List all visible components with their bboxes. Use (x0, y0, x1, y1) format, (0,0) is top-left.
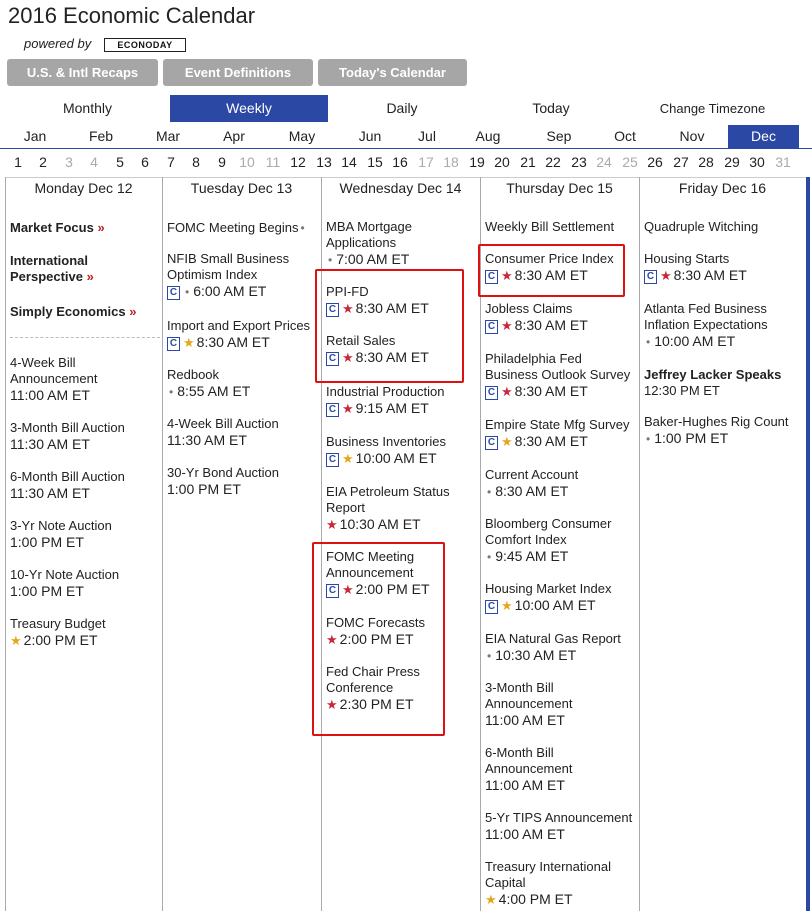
star-icon: ★ (342, 301, 354, 316)
event-item[interactable]: 6-Month Bill Auction 11:30 AM ET (10, 469, 125, 501)
event-item[interactable]: 3-Yr Note Auction 1:00 PM ET (10, 518, 112, 550)
event-item[interactable]: PPI-FD C ★ 8:30 AM ET (326, 284, 429, 316)
powered-by-label: powered by (24, 36, 92, 51)
day-3[interactable]: 3 (65, 154, 73, 170)
day-5[interactable]: 5 (116, 154, 124, 170)
star-icon: ★ (501, 268, 513, 283)
day-21[interactable]: 21 (520, 154, 536, 170)
day-13[interactable]: 13 (316, 154, 332, 170)
month-oct[interactable]: Oct (614, 128, 636, 144)
consensus-icon: C (485, 436, 498, 450)
star-icon: ★ (501, 384, 513, 399)
event-item[interactable]: 30-Yr Bond Auction 1:00 PM ET (167, 465, 280, 497)
event-item[interactable]: 3-Month Bill Announcement 11:00 AM ET (485, 680, 573, 728)
dot-icon: • (300, 221, 305, 235)
month-apr[interactable]: Apr (223, 128, 245, 144)
consensus-icon: C (485, 270, 498, 284)
event-item[interactable]: Consumer Price Index C ★ 8:30 AM ET (485, 251, 614, 283)
event-item[interactable]: 4-Week Bill Announcement 11:00 AM ET (10, 355, 98, 403)
month-feb[interactable]: Feb (88, 128, 114, 144)
event-item[interactable]: Empire State Mfg Survey C ★ 8:30 AM ET (485, 417, 630, 449)
day-31[interactable]: 31 (775, 154, 791, 170)
consensus-icon: C (485, 320, 498, 334)
event-item[interactable]: Jeffrey Lacker Speaks 12:30 PM ET (644, 367, 782, 398)
column-heading: Friday Dec 16 (678, 180, 767, 196)
event-item[interactable]: Current Account • 8:30 AM ET (485, 467, 579, 499)
day-19[interactable]: 19 (469, 154, 485, 170)
day-6[interactable]: 6 (141, 154, 149, 170)
day-25[interactable]: 25 (622, 154, 638, 170)
star-icon: ★ (501, 598, 513, 613)
day-17[interactable]: 17 (418, 154, 434, 170)
event-item[interactable]: FOMC Meeting Announcement C ★ 2:00 PM ET (326, 549, 430, 597)
day-23[interactable]: 23 (571, 154, 587, 170)
event-item[interactable]: Housing Market Index C ★ 10:00 AM ET (485, 581, 612, 613)
international-perspective-link[interactable]: International Perspective » (10, 253, 94, 284)
divider (10, 337, 160, 338)
month-underline (0, 148, 812, 149)
event-item[interactable]: Treasury Budget ★ 2:00 PM ET (10, 616, 106, 648)
market-focus-link[interactable]: Market Focus » (10, 220, 105, 235)
day-18[interactable]: 18 (443, 154, 459, 170)
econoday-logo[interactable]: ECONODAY (104, 38, 186, 52)
recaps-button[interactable]: U.S. & Intl Recaps (7, 59, 158, 86)
event-item[interactable]: Philadelphia Fed Business Outlook Survey C ★ 8:30 AM ET (485, 351, 631, 399)
month-sep[interactable]: Sep (546, 128, 572, 144)
event-item[interactable]: 4-Week Bill Auction 11:30 AM ET (167, 416, 279, 448)
event-item[interactable]: Quadruple Witching (644, 219, 759, 234)
day-column-tuesday (162, 177, 321, 911)
dot-icon: • (328, 253, 333, 267)
event-item[interactable]: Retail Sales C ★ 8:30 AM ET (326, 333, 429, 365)
event-item[interactable]: Atlanta Fed Business Inflation Expectations • 10:00 AM ET (644, 301, 768, 349)
consensus-icon: C (326, 303, 339, 317)
star-icon: ★ (326, 697, 338, 712)
event-item[interactable]: Fed Chair Press Conference ★ 2:30 PM ET (326, 664, 420, 712)
event-item[interactable]: FOMC Forecasts ★ 2:00 PM ET (326, 615, 425, 647)
consensus-icon: C (167, 337, 180, 351)
event-item[interactable]: Bloomberg Consumer Comfort Index • 9:45 AM ET (485, 516, 612, 564)
day-10[interactable]: 10 (239, 154, 255, 170)
day-column-thursday (480, 177, 639, 911)
star-icon: ★ (342, 451, 354, 466)
day-29[interactable]: 29 (724, 154, 740, 170)
star-icon: ★ (485, 892, 497, 907)
day-9[interactable]: 9 (218, 154, 226, 170)
event-item[interactable]: FOMC Meeting Begins • (167, 220, 305, 235)
day-14[interactable]: 14 (341, 154, 357, 170)
day-1[interactable]: 1 (14, 154, 22, 170)
consensus-icon: C (326, 403, 339, 417)
day-column-wednesday (321, 177, 480, 911)
day-27[interactable]: 27 (673, 154, 689, 170)
column-heading: Tuesday Dec 13 (190, 180, 293, 196)
day-2[interactable]: 2 (39, 154, 47, 170)
event-item[interactable]: Weekly Bill Settlement (485, 219, 615, 234)
star-icon: ★ (660, 268, 672, 283)
consensus-icon: C (644, 270, 657, 284)
star-icon: ★ (183, 335, 195, 350)
event-item[interactable]: 6-Month Bill Announcement 11:00 AM ET (485, 745, 573, 793)
day-15[interactable]: 15 (367, 154, 383, 170)
tab-weekly[interactable]: Weekly (170, 95, 328, 122)
event-item[interactable]: Treasury International Capital ★ 4:00 PM ET (485, 859, 611, 907)
day-30[interactable]: 30 (749, 154, 765, 170)
consensus-icon: C (485, 600, 498, 614)
event-item[interactable]: NFIB Small Business Optimism Index C • 6:00 AM ET (167, 251, 290, 299)
event-item[interactable]: Industrial Production C ★ 9:15 AM ET (326, 384, 445, 416)
event-item[interactable]: Import and Export Prices C ★ 8:30 AM ET (167, 318, 311, 350)
dot-icon: • (487, 550, 492, 564)
tab-today[interactable]: Today (532, 100, 570, 116)
event-item[interactable]: Jobless Claims C ★ 8:30 AM ET (485, 301, 588, 333)
month-jan[interactable]: Jan (23, 128, 47, 144)
day-24[interactable]: 24 (596, 154, 612, 170)
star-icon: ★ (326, 517, 338, 532)
month-aug[interactable]: Aug (475, 128, 501, 144)
consensus-icon: C (167, 286, 180, 300)
event-item[interactable]: Business Inventories C ★ 10:00 AM ET (326, 434, 446, 466)
day-12[interactable]: 12 (290, 154, 306, 170)
star-icon: ★ (326, 632, 338, 647)
star-icon: ★ (501, 434, 513, 449)
day-20[interactable]: 20 (494, 154, 510, 170)
month-nov[interactable]: Nov (679, 128, 705, 144)
month-jun[interactable]: Jun (358, 128, 382, 144)
day-16[interactable]: 16 (392, 154, 408, 170)
star-icon: ★ (10, 633, 22, 648)
star-icon: ★ (342, 401, 354, 416)
dot-icon: • (646, 335, 651, 349)
consensus-icon: C (485, 386, 498, 400)
event-item[interactable]: 3-Month Bill Auction 11:30 AM ET (10, 420, 125, 452)
consensus-icon: C (326, 584, 339, 598)
month-jul[interactable]: Jul (418, 128, 436, 144)
tab-daily[interactable]: Daily (386, 100, 418, 116)
arrow-icon: » (97, 220, 105, 235)
event-item[interactable]: Baker-Hughes Rig Count • 1:00 PM ET (644, 414, 789, 446)
month-may[interactable]: May (288, 128, 316, 144)
day-column-monday (5, 177, 162, 911)
consensus-icon: C (326, 453, 339, 467)
column-heading: Monday Dec 12 (34, 180, 133, 196)
event-item[interactable]: 5-Yr TIPS Announcement 11:00 AM ET (485, 810, 633, 842)
dot-icon: • (185, 285, 190, 299)
dot-icon: • (646, 432, 651, 446)
event-definitions-button[interactable]: Event Definitions (163, 59, 313, 86)
star-icon: ★ (342, 350, 354, 365)
dot-icon: • (169, 385, 174, 399)
column-heading: Wednesday Dec 14 (339, 180, 462, 196)
simply-economics-link[interactable]: Simply Economics » (10, 304, 137, 319)
month-dec[interactable]: Dec (728, 125, 799, 148)
page-title: 2016 Economic Calendar (8, 3, 256, 28)
event-item[interactable]: EIA Petroleum Status Report ★ 10:30 AM ET (326, 484, 450, 532)
month-mar[interactable]: Mar (155, 128, 181, 144)
event-item[interactable]: Redbook • 8:55 AM ET (167, 367, 251, 399)
event-item[interactable]: 10-Yr Note Auction 1:00 PM ET (10, 567, 120, 599)
event-item[interactable]: MBA Mortgage Applications • 7:00 AM ET (326, 219, 412, 267)
day-column-friday (639, 177, 806, 911)
dot-icon: • (487, 485, 492, 499)
consensus-icon: C (326, 352, 339, 366)
change-timezone-link[interactable]: Change Timezone (659, 101, 766, 116)
day-26[interactable]: 26 (647, 154, 663, 170)
dot-icon: • (487, 649, 492, 663)
star-icon: ★ (342, 582, 354, 597)
arrow-icon: » (86, 269, 94, 284)
tab-monthly[interactable]: Monthly (62, 100, 113, 116)
star-icon: ★ (501, 318, 513, 333)
day-22[interactable]: 22 (545, 154, 561, 170)
page-edge-bar (806, 177, 810, 911)
day-8[interactable]: 8 (192, 154, 200, 170)
day-11[interactable]: 11 (265, 154, 281, 170)
column-heading: Thursday Dec 15 (506, 180, 613, 196)
arrow-icon: » (129, 304, 137, 319)
day-4[interactable]: 4 (90, 154, 98, 170)
event-item[interactable]: EIA Natural Gas Report • 10:30 AM ET (485, 631, 621, 663)
event-item[interactable]: Housing Starts C ★ 8:30 AM ET (644, 251, 747, 283)
day-28[interactable]: 28 (698, 154, 714, 170)
day-7[interactable]: 7 (167, 154, 175, 170)
todays-calendar-button[interactable]: Today's Calendar (318, 59, 467, 86)
